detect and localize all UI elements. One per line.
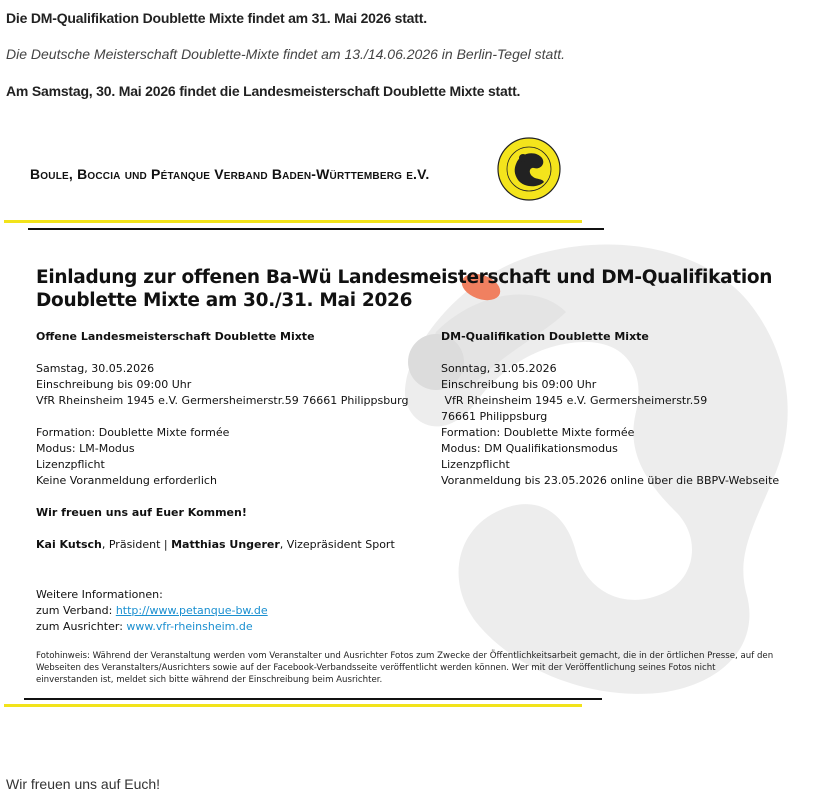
right-heading: DM-Qualifikation Doublette Mixte — [441, 330, 649, 343]
left-formation: Formation: Doublette Mixte formée — [36, 426, 230, 439]
right-mode: Modus: DM Qualifikationsmodus — [441, 442, 618, 455]
left-registration: Einschreibung bis 09:00 Uhr — [36, 378, 192, 391]
left-heading: Offene Landesmeisterschaft Doublette Mixte — [36, 330, 315, 343]
signer-role-2: , Vizepräsident Sport — [279, 538, 395, 551]
photo-note: Fotohinweis: Während der Veranstaltung werden vom Veranstalter und Ausrichter Fotos zum Zwecke der Öffentlichkeitsarbeit gemacht, die in der örtlichen Presse, auf den Webseiten des Veranstalters/Ausrichters sowie auf der Facebook-Verbandsseite veröffentlicht werden können. Wer mit der Veröffentlichung seines Fotos nicht einverstanden ist, meldet sich bitte während der Einschreibung beim Ausrichter. — [36, 651, 774, 685]
left-venue: VfR Rheinsheim 1945 e.V. Germersheimerstr.59 76661 Philippsburg — [36, 394, 409, 407]
verband-link[interactable]: http://www.petanque-bw.de — [115, 604, 268, 617]
intro-line-2: Die Deutsche Meisterschaft Doublette-Mixte findet am 13./14.06.2026 in Berlin-Tegel statt. — [6, 46, 565, 62]
org-name: Boule, Boccia und Pétanque Verband Baden-Württemberg e.V. — [30, 166, 430, 182]
intro-line-1: Die DM-Qualifikation Doublette Mixte findet am 31. Mai 2026 statt. — [6, 10, 427, 26]
yellow-divider-bottom — [4, 704, 582, 707]
flyer-title — [36, 266, 772, 312]
left-license: Lizenzpflicht — [36, 458, 105, 471]
yellow-divider-top — [4, 220, 582, 223]
right-venue-line-1: VfR Rheinsheim 1945 e.V. Germersheimerstr.59 — [441, 394, 708, 407]
right-date: Sonntag, 31.05.2026 — [441, 362, 557, 375]
right-signup: Voranmeldung bis 23.05.2026 online über die BBPV-Webseite — [441, 474, 780, 487]
left-date: Samstag, 30.05.2026 — [36, 362, 155, 375]
right-registration: Einschreibung bis 09:00 Uhr — [441, 378, 597, 391]
right-venue-line-2: 76661 Philippsburg — [441, 410, 548, 423]
signers — [36, 537, 408, 553]
closing-text: Wir freuen uns auf Euch! — [6, 776, 161, 792]
info-heading: Weitere Informationen: — [36, 588, 163, 601]
right-license: Lizenzpflicht — [441, 458, 510, 471]
verband-label: zum Verband: — [36, 604, 116, 617]
flyer-title-line-1: Einladung zur offenen Ba-Wü Landesmeisterschaft und DM-Qualifikation — [36, 267, 773, 288]
flyer-title-line-2: Doublette Mixte am 30./31. Mai 2026 — [36, 290, 413, 311]
verband-logo-icon — [496, 134, 562, 204]
signer-name-1: Kai Kutsch — [36, 538, 102, 551]
info-block — [36, 587, 268, 635]
left-signup: Keine Voranmeldung erforderlich — [36, 474, 217, 487]
black-divider-top — [28, 228, 604, 230]
signer-name-2: Matthias Ungerer — [171, 538, 280, 551]
ausrichter-link[interactable]: www.vfr-rheinsheim.de — [126, 620, 253, 633]
ausrichter-label: zum Ausrichter: — [36, 620, 127, 633]
right-formation: Formation: Doublette Mixte formée — [441, 426, 635, 439]
welcome-text: Wir freuen uns auf Euer Kommen! — [36, 506, 247, 519]
right-column — [441, 329, 779, 489]
left-column — [36, 329, 408, 553]
intro-line-3: Am Samstag, 30. Mai 2026 findet die Landesmeisterschaft Doublette Mixte statt. — [6, 83, 521, 99]
signer-role-1: , Präsident | — [101, 538, 172, 551]
black-divider-bottom — [24, 698, 602, 700]
left-mode: Modus: LM-Modus — [36, 442, 135, 455]
